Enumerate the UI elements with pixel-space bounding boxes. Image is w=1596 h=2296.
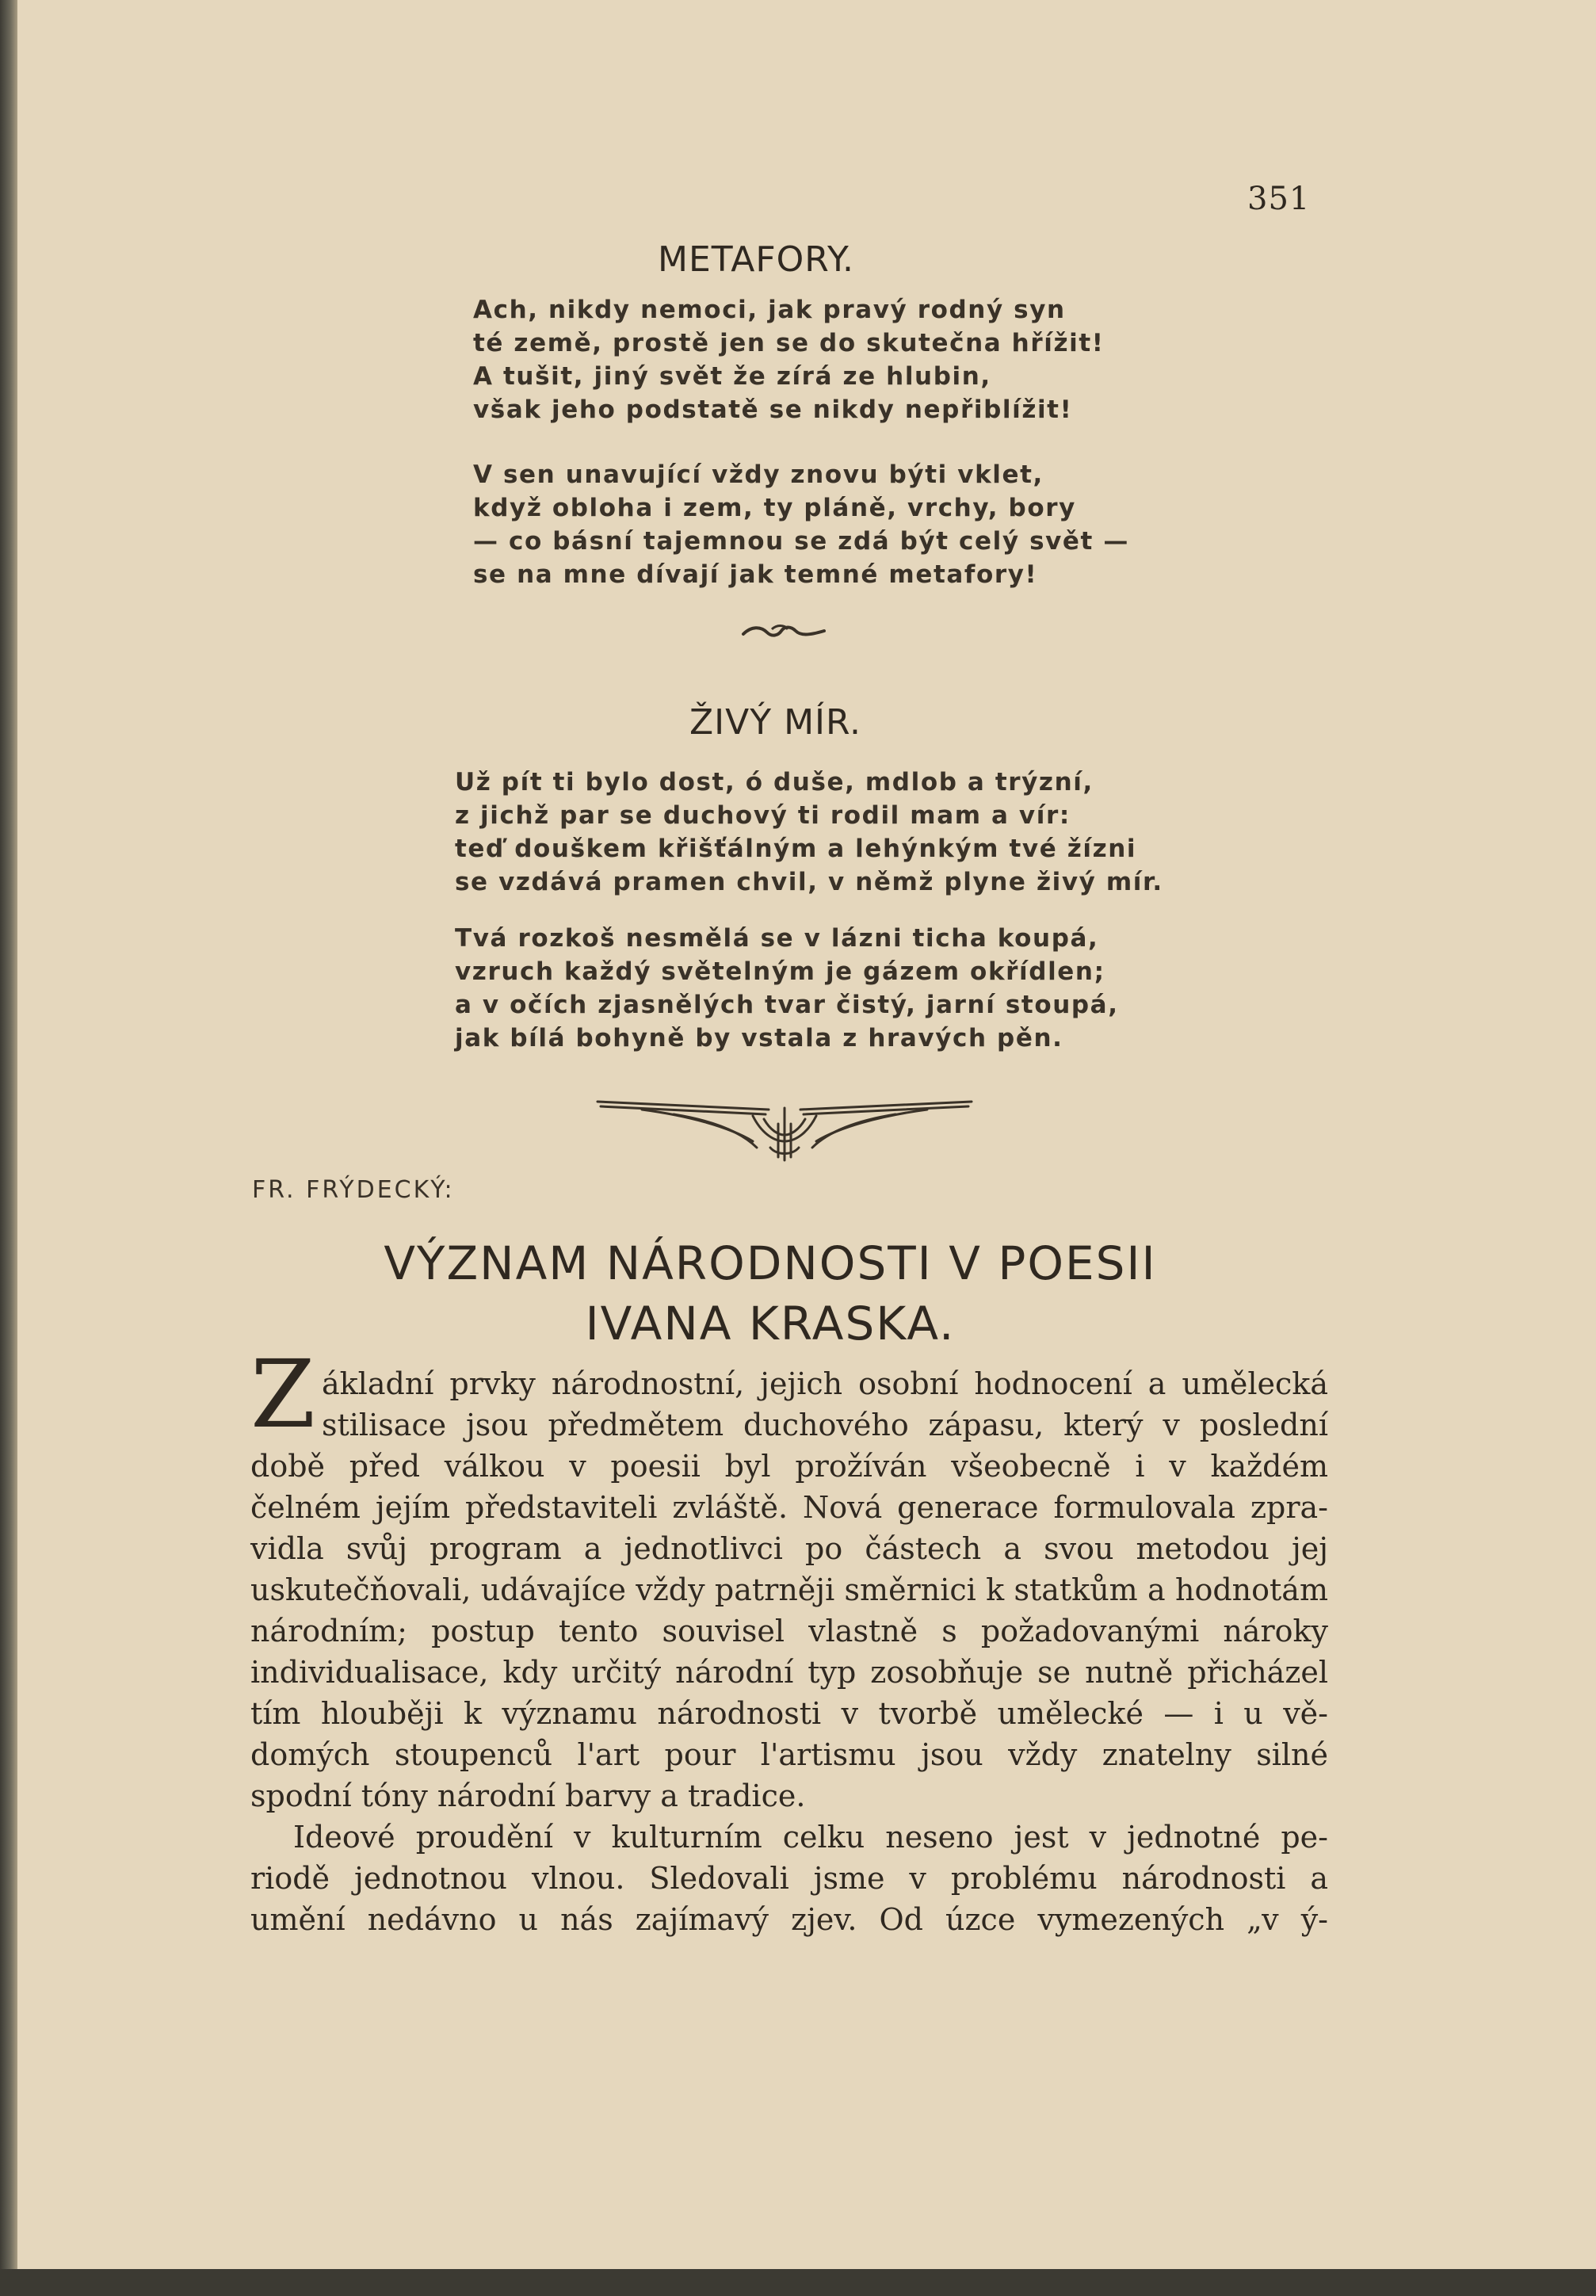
text-line: čelném jejím představiteli zvláště. Nová generace formulovala zpra- — [250, 1490, 1328, 1525]
poem-title-metafory: METAFORY. — [658, 239, 854, 280]
text-line: vidla svůj program a jednotlivci po částech a svou metodou jej — [250, 1531, 1328, 1566]
poem1-stanza-2 — [473, 458, 1129, 591]
decorative-divider-icon — [594, 1092, 975, 1163]
article-title-line: VÝZNAM NÁRODNOSTI V POESII — [384, 1236, 1157, 1290]
book-page — [17, 0, 1596, 2296]
verse-line: však jeho podstatě se nikdy nepřiblížit! — [473, 395, 1073, 424]
verse-line: a v očích zjasnělých tvar čistý, jarní stoupá, — [455, 991, 1119, 1019]
text-line: stilisace jsou předmětem duchového zápasu, který v poslední — [322, 1408, 1328, 1442]
poem2-stanza-1 — [455, 766, 1163, 899]
text-line: individualisace, kdy určitý národní typ zosobňuje se nutně přicházel — [250, 1655, 1328, 1690]
verse-line: vzruch každý světelným je gázem okřídlen; — [455, 957, 1105, 986]
text-line: národním; postup tento souvisel vlastně s požadovanými nároky — [250, 1614, 1328, 1648]
verse-line: V sen unavující vždy znovu býti vklet, — [473, 460, 1044, 489]
verse-line: teď douškem křišťálným a lehýnkým tvé žízni — [455, 835, 1137, 863]
page-binding-edge — [0, 0, 17, 2296]
verse-line: se vzdává pramen chvil, v němž plyne živý mír. — [455, 868, 1163, 896]
poem1-stanza-1 — [473, 293, 1104, 426]
text-line: umění nedávno u nás zajímavý zjev. Od úzce vymezených „v ý- — [250, 1902, 1328, 1937]
drop-cap: Z — [250, 1339, 315, 1449]
verse-line: — co básní tajemnou se zdá být celý svět — — [473, 527, 1129, 556]
text-line: uskutečňovali, udávajíce vždy patrněji směrnici k statkům a hodnotám — [250, 1572, 1328, 1607]
page-number: 351 — [1247, 181, 1311, 217]
article-title-line: IVANA KRASKA. — [585, 1297, 956, 1350]
small-ornament-icon — [740, 621, 827, 640]
article-body — [250, 1363, 1328, 1940]
text-line: ákladní prvky národnostní, jejich osobní hodnocení a umělecká — [322, 1366, 1328, 1401]
poem2-stanza-2 — [455, 922, 1119, 1055]
verse-line: když obloha i zem, ty pláně, vrchy, bory — [473, 494, 1076, 522]
verse-line: Ach, nikdy nemoci, jak pravý rodný syn — [473, 296, 1066, 324]
text-line: době před válkou v poesii byl prožíván všeobecně i v každém — [250, 1449, 1328, 1484]
verse-line: jak bílá bohyně by vstala z hravých pěn. — [455, 1024, 1063, 1052]
text-line: Ideové proudění v kulturním celku neseno jest v jednotné pe- — [293, 1820, 1328, 1855]
text-line: spodní tóny národní barvy a tradice. — [250, 1778, 806, 1813]
verse-line: A tušit, jiný svět že zírá ze hlubin, — [473, 362, 991, 391]
poem-title-zivy-mir: ŽIVÝ MÍR. — [689, 702, 862, 743]
verse-line: té země, prostě jen se do skutečna hřížit! — [473, 329, 1105, 357]
text-line: riodě jednotnou vlnou. Sledovali jsme v problému národnosti a — [250, 1861, 1328, 1896]
page-bottom-edge — [0, 2269, 1596, 2296]
article-title — [176, 1233, 1365, 1354]
verse-line: Už pít ti bylo dost, ó duše, mdlob a trýzní, — [455, 768, 1094, 797]
text-line: domých stoupenců l'art pour l'artismu jsou vždy znatelny silné — [250, 1737, 1328, 1772]
article-author: FR. FRÝDECKÝ: — [252, 1176, 455, 1204]
verse-line: se na mne dívají jak temné metafory! — [473, 560, 1038, 589]
text-line: tím hlouběji k významu národnosti v tvorbě umělecké — i u vě- — [250, 1696, 1328, 1731]
verse-line: Tvá rozkoš nesmělá se v lázni ticha koupá, — [455, 924, 1099, 953]
verse-line: z jichž par se duchový ti rodil mam a vír: — [455, 801, 1071, 830]
